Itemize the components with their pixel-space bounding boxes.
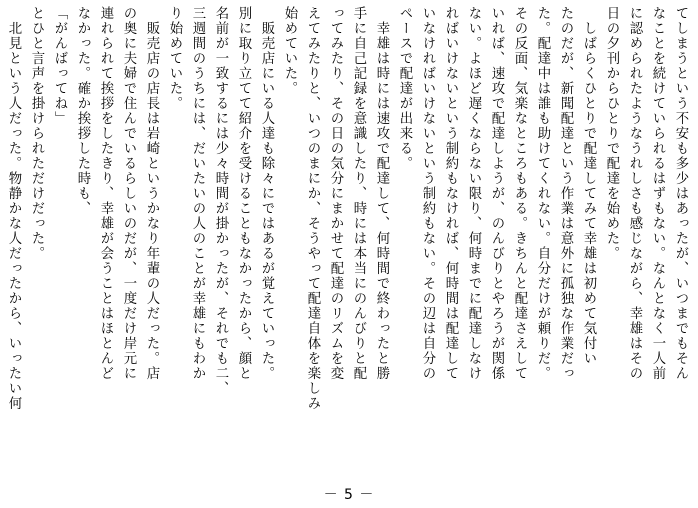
text-column: てしまうという不安も多少はあったが、いつまでもそん bbox=[673, 6, 688, 381]
text-column: 三週間のうちには、だいたいの人のことが幸雄にもわか bbox=[190, 6, 205, 381]
text-column: 「がんばってね」 bbox=[52, 6, 67, 126]
text-column: なかった。確か挨拶した時も、 bbox=[75, 6, 90, 216]
text-column: その反面、気楽なところもある。きちんと配達さえして bbox=[512, 6, 527, 381]
text-column: り始めていた。 bbox=[167, 6, 182, 111]
text-column: しばらくひとりで配達してみて幸雄は初めて気付い bbox=[581, 6, 596, 366]
text-column: 連れられて挨拶をしたきり、幸雄が会うことはほとんど bbox=[98, 6, 113, 381]
text-column: の奥に夫婦で住んでいるらしいのだが、一度だけ岸元に bbox=[121, 6, 136, 381]
text-column: 北見という人だった。物静かな人だったから、いったい何 bbox=[6, 6, 21, 411]
text-column: ればいけないという制約もなければ、何時間は配達して bbox=[443, 6, 458, 381]
page-number: － 5 － bbox=[323, 487, 375, 503]
text-column: いれば、速攻で配達しようが、のんびりとやろうが関係 bbox=[489, 6, 504, 381]
text-column: なことを続けていられるはずもない。なんとなく一人前 bbox=[650, 6, 665, 381]
text-column: ペースで配達が出来る。 bbox=[397, 6, 412, 171]
text-column: 手に自己記録を意識したり、時には本当にのんびりと配 bbox=[351, 6, 366, 381]
text-column: た。配達中は誰も助けてくれない。自分だけが頼りだ。 bbox=[535, 6, 550, 381]
text-column: 販売店にいる人達も除々にではあるが覚えていった。 bbox=[259, 6, 274, 381]
text-column: 幸雄は時には速攻で配達して、何時間で終わったと勝 bbox=[374, 6, 389, 381]
text-column: 始めていた。 bbox=[282, 6, 297, 96]
text-column: いなければいけないという制約もない。その辺は自分の bbox=[420, 6, 435, 381]
text-column: 販売店の店長は岩崎というかなり年輩の人だった。店 bbox=[144, 6, 159, 381]
text-column: ってみたり、その日の気分にまかせて配達のリズムを変 bbox=[328, 6, 343, 381]
text-column: たのだが、新聞配達という作業は意外に孤独な作業だっ bbox=[558, 6, 573, 381]
text-column: とひと言声を掛けられただけだった。 bbox=[29, 6, 44, 261]
text-column: 日の夕刊からひとりで配達を始めた。 bbox=[604, 6, 619, 261]
text-column: えてみたりと、いつのまにか、そうやって配達自体を楽しみ bbox=[305, 6, 320, 411]
text-column: 別に取り立てて紹介を受けることもなかったから、顔と bbox=[236, 6, 251, 381]
text-column: に認められたようなうれしさも感じながら、幸雄はその bbox=[627, 6, 642, 381]
text-column: ない。よほど遅くならない限り、何時までに配達しなけ bbox=[466, 6, 481, 381]
text-column: 名前が一致するには少々時間が掛かったが、それでも二、 bbox=[213, 6, 228, 396]
